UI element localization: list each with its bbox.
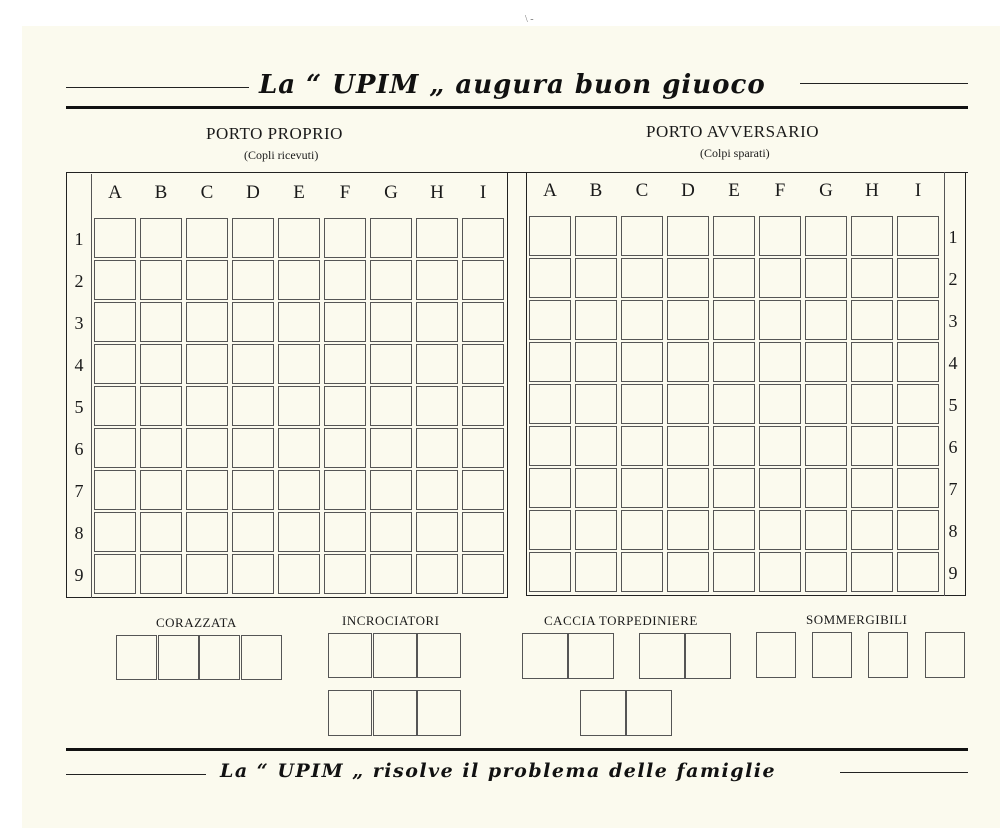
right-grid-cell-H5[interactable] — [851, 384, 893, 424]
right-grid-cell-E5[interactable] — [713, 384, 755, 424]
right-grid-cell-A6[interactable] — [529, 426, 571, 466]
left-grid-cell-I4[interactable] — [462, 344, 504, 384]
right-grid-cell-I7[interactable] — [897, 468, 939, 508]
left-grid-cell-A3[interactable] — [94, 302, 136, 342]
left-grid-cell-E7[interactable] — [278, 470, 320, 510]
left-grid-cell-A6[interactable] — [94, 428, 136, 468]
left-grid-cell-D6[interactable] — [232, 428, 274, 468]
left-grid-cell-E2[interactable] — [278, 260, 320, 300]
right-row-label-6: 6 — [948, 437, 958, 457]
left-col-header-G: G — [384, 182, 398, 203]
right-grid-cell-H1[interactable] — [851, 216, 893, 256]
left-grid-cell-B2[interactable] — [140, 260, 182, 300]
left-grid-cell-C8[interactable] — [186, 512, 228, 552]
left-grid-cell-E6[interactable] — [278, 428, 320, 468]
left-grid-cell-H3[interactable] — [416, 302, 458, 342]
right-grid-cell-F1[interactable] — [759, 216, 801, 256]
left-grid-cell-B7[interactable] — [140, 470, 182, 510]
left-grid-cell-G3[interactable] — [370, 302, 412, 342]
left-grid-cell-H9[interactable] — [416, 554, 458, 594]
right-grid-cell-D8[interactable] — [667, 510, 709, 550]
right-grid-cell-D6[interactable] — [667, 426, 709, 466]
left-board-title: PORTO PROPRIO — [206, 124, 343, 143]
right-grid-cell-F4[interactable] — [759, 342, 801, 382]
right-grid-cell-E2[interactable] — [713, 258, 755, 298]
right-grid-cell-G5[interactable] — [805, 384, 847, 424]
right-grid-cell-G8[interactable] — [805, 510, 847, 550]
left-grid-cell-A2[interactable] — [94, 260, 136, 300]
left-grid-cell-B8[interactable] — [140, 512, 182, 552]
incrociatore-a-slot-2[interactable] — [373, 633, 417, 678]
right-row-label-1: 1 — [948, 227, 958, 247]
left-grid-cell-I7[interactable] — [462, 470, 504, 510]
left-grid-cell-F6[interactable] — [324, 428, 366, 468]
right-grid-cell-I9[interactable] — [897, 552, 939, 592]
left-grid-cell-C7[interactable] — [186, 470, 228, 510]
header-double-rule — [66, 106, 968, 109]
left-grid-cell-B1[interactable] — [140, 218, 182, 258]
right-grid-cell-H9[interactable] — [851, 552, 893, 592]
right-grid-cell-F8[interactable] — [759, 510, 801, 550]
corazzata-slot-2[interactable] — [158, 635, 199, 680]
left-grid-cell-B3[interactable] — [140, 302, 182, 342]
right-grid-cell-E7[interactable] — [713, 468, 755, 508]
left-grid-cell-C9[interactable] — [186, 554, 228, 594]
right-grid-cell-A3[interactable] — [529, 300, 571, 340]
corazzata-slot-1[interactable] — [116, 635, 157, 680]
left-grid-cell-E9[interactable] — [278, 554, 320, 594]
left-grid-cell-D9[interactable] — [232, 554, 274, 594]
sommergibile-slot-3[interactable] — [868, 632, 908, 678]
right-grid-cell-B3[interactable] — [575, 300, 617, 340]
right-col-header-E: E — [728, 180, 740, 201]
right-grid-cell-C4[interactable] — [621, 342, 663, 382]
left-grid-cell-B6[interactable] — [140, 428, 182, 468]
right-grid-cell-F7[interactable] — [759, 468, 801, 508]
caccia-c-slot-2[interactable] — [626, 690, 672, 736]
right-grid-cell-B9[interactable] — [575, 552, 617, 592]
left-grid-cell-I2[interactable] — [462, 260, 504, 300]
left-grid-cell-G2[interactable] — [370, 260, 412, 300]
left-grid-cell-C6[interactable] — [186, 428, 228, 468]
incrociatore-a-slot-3[interactable] — [417, 633, 461, 678]
left-grid-cell-F9[interactable] — [324, 554, 366, 594]
right-grid-cell-B7[interactable] — [575, 468, 617, 508]
right-grid-cell-I3[interactable] — [897, 300, 939, 340]
incrociatore-a-slot-1[interactable] — [328, 633, 372, 678]
left-grid-cell-A8[interactable] — [94, 512, 136, 552]
left-row-label-9: 9 — [74, 565, 84, 585]
corazzata-label: CORAZZATA — [156, 615, 237, 630]
right-grid-cell-C8[interactable] — [621, 510, 663, 550]
left-grid-cell-G9[interactable] — [370, 554, 412, 594]
right-grid-cell-F5[interactable] — [759, 384, 801, 424]
right-grid-cell-D5[interactable] — [667, 384, 709, 424]
left-grid-cell-H7[interactable] — [416, 470, 458, 510]
right-grid-cell-G6[interactable] — [805, 426, 847, 466]
right-row-label-5: 5 — [948, 395, 958, 415]
header-rule-right — [800, 83, 968, 84]
caccia-b-slot-1[interactable] — [639, 633, 685, 679]
right-grid-cell-E4[interactable] — [713, 342, 755, 382]
left-grid-cell-C4[interactable] — [186, 344, 228, 384]
left-grid-cell-H8[interactable] — [416, 512, 458, 552]
right-grid-cell-D4[interactable] — [667, 342, 709, 382]
left-grid-cell-D8[interactable] — [232, 512, 274, 552]
right-board-subtitle: (Colpi sparati) — [700, 146, 770, 160]
right-grid-cell-I8[interactable] — [897, 510, 939, 550]
right-row-label-8: 8 — [948, 521, 958, 541]
right-grid-cell-C2[interactable] — [621, 258, 663, 298]
left-grid-cell-A7[interactable] — [94, 470, 136, 510]
footer-rule-left — [66, 774, 206, 775]
left-grid-cell-G4[interactable] — [370, 344, 412, 384]
right-col-header-H: H — [865, 180, 879, 201]
left-grid-cell-H1[interactable] — [416, 218, 458, 258]
caccia-b-slot-2[interactable] — [685, 633, 731, 679]
right-grid-cell-H7[interactable] — [851, 468, 893, 508]
right-grid-cell-C5[interactable] — [621, 384, 663, 424]
left-row-label-6: 6 — [74, 439, 84, 459]
right-row-label-7: 7 — [948, 479, 958, 499]
right-label-separator — [944, 172, 945, 596]
right-col-header-A: A — [543, 180, 557, 201]
right-grid-cell-D7[interactable] — [667, 468, 709, 508]
left-grid-cell-C2[interactable] — [186, 260, 228, 300]
right-grid-cell-H3[interactable] — [851, 300, 893, 340]
right-grid-cell-C6[interactable] — [621, 426, 663, 466]
left-grid-cell-B5[interactable] — [140, 386, 182, 426]
left-grid-cell-C3[interactable] — [186, 302, 228, 342]
right-grid-cell-E6[interactable] — [713, 426, 755, 466]
left-grid-cell-G1[interactable] — [370, 218, 412, 258]
right-grid-cell-I2[interactable] — [897, 258, 939, 298]
right-grid-cell-H4[interactable] — [851, 342, 893, 382]
right-col-header-I: I — [914, 180, 922, 201]
left-grid-cell-F5[interactable] — [324, 386, 366, 426]
right-grid-cell-E1[interactable] — [713, 216, 755, 256]
left-grid-cell-A9[interactable] — [94, 554, 136, 594]
incrociatori-label: INCROCIATORI — [342, 613, 440, 628]
left-label-separator — [91, 174, 92, 598]
sommergibile-slot-2[interactable] — [812, 632, 852, 678]
sommergibile-slot-4[interactable] — [925, 632, 965, 678]
right-grid-cell-A4[interactable] — [529, 342, 571, 382]
right-grid-cell-E8[interactable] — [713, 510, 755, 550]
left-grid-cell-D5[interactable] — [232, 386, 274, 426]
right-row-label-2: 2 — [948, 269, 958, 289]
left-col-header-H: H — [430, 182, 444, 203]
left-grid-cell-G5[interactable] — [370, 386, 412, 426]
left-row-label-4: 4 — [74, 355, 84, 375]
left-grid-cell-E1[interactable] — [278, 218, 320, 258]
right-grid-cell-B6[interactable] — [575, 426, 617, 466]
right-row-label-4: 4 — [948, 353, 958, 373]
right-row-label-9: 9 — [948, 563, 958, 583]
right-row-label-3: 3 — [948, 311, 958, 331]
left-grid-cell-I8[interactable] — [462, 512, 504, 552]
incrociatore-b-slot-3[interactable] — [417, 690, 461, 736]
footer-banner: La “ UPIM „ risolve il problema delle famiglie — [220, 760, 777, 782]
left-board-subtitle: (Copli ricevuti) — [244, 148, 319, 162]
left-grid-cell-I3[interactable] — [462, 302, 504, 342]
left-row-label-3: 3 — [74, 313, 84, 333]
right-grid-cell-G3[interactable] — [805, 300, 847, 340]
caccia-a-slot-2[interactable] — [568, 633, 614, 679]
right-grid-cell-E9[interactable] — [713, 552, 755, 592]
right-grid-cell-I6[interactable] — [897, 426, 939, 466]
incrociatore-b-slot-1[interactable] — [328, 690, 372, 736]
left-row-label-7: 7 — [74, 481, 84, 501]
left-grid-cell-B4[interactable] — [140, 344, 182, 384]
right-grid-cell-I5[interactable] — [897, 384, 939, 424]
right-grid-cell-B1[interactable] — [575, 216, 617, 256]
left-grid-cell-H2[interactable] — [416, 260, 458, 300]
left-grid-cell-A4[interactable] — [94, 344, 136, 384]
header-banner: La “ UPIM „ augura buon giuoco — [259, 70, 766, 100]
left-row-label-1: 1 — [74, 229, 84, 249]
right-grid-cell-B5[interactable] — [575, 384, 617, 424]
left-grid-cell-D7[interactable] — [232, 470, 274, 510]
right-grid-cell-G7[interactable] — [805, 468, 847, 508]
left-grid-cell-D1[interactable] — [232, 218, 274, 258]
right-grid-cell-B4[interactable] — [575, 342, 617, 382]
left-grid-cell-I6[interactable] — [462, 428, 504, 468]
incrociatore-b-slot-2[interactable] — [373, 690, 417, 736]
right-grid-cell-D3[interactable] — [667, 300, 709, 340]
left-grid-cell-D3[interactable] — [232, 302, 274, 342]
left-grid-cell-D2[interactable] — [232, 260, 274, 300]
left-grid-cell-I9[interactable] — [462, 554, 504, 594]
left-grid-cell-C1[interactable] — [186, 218, 228, 258]
left-grid-cell-H6[interactable] — [416, 428, 458, 468]
left-grid-cell-H5[interactable] — [416, 386, 458, 426]
corazzata-slot-3[interactable] — [199, 635, 240, 680]
right-grid-cell-A1[interactable] — [529, 216, 571, 256]
right-grid-cell-C1[interactable] — [621, 216, 663, 256]
right-grid-cell-B8[interactable] — [575, 510, 617, 550]
right-col-header-B: B — [589, 180, 603, 201]
left-col-header-A: A — [108, 182, 122, 203]
right-grid-cell-A5[interactable] — [529, 384, 571, 424]
right-grid-cell-G1[interactable] — [805, 216, 847, 256]
caccia-c-slot-1[interactable] — [580, 690, 626, 736]
left-grid-cell-G6[interactable] — [370, 428, 412, 468]
right-grid-cell-B2[interactable] — [575, 258, 617, 298]
right-grid-cell-F2[interactable] — [759, 258, 801, 298]
right-col-header-F: F — [774, 180, 786, 201]
left-grid-cell-D4[interactable] — [232, 344, 274, 384]
left-col-header-C: C — [200, 182, 214, 203]
sommergibile-slot-1[interactable] — [756, 632, 796, 678]
right-grid-cell-A8[interactable] — [529, 510, 571, 550]
right-grid-cell-D9[interactable] — [667, 552, 709, 592]
right-grid-cell-A2[interactable] — [529, 258, 571, 298]
left-col-header-E: E — [293, 182, 305, 203]
right-grid-cell-G4[interactable] — [805, 342, 847, 382]
left-grid-cell-F1[interactable] — [324, 218, 366, 258]
header-rule-left — [66, 87, 249, 88]
left-grid-cell-F3[interactable] — [324, 302, 366, 342]
left-grid-cell-E5[interactable] — [278, 386, 320, 426]
left-grid-cell-I5[interactable] — [462, 386, 504, 426]
left-grid-cell-H4[interactable] — [416, 344, 458, 384]
caccia-label: CACCIA TORPEDINIERE — [544, 613, 698, 628]
right-grid-cell-D2[interactable] — [667, 258, 709, 298]
right-grid-cell-F6[interactable] — [759, 426, 801, 466]
paper-speck: \ - — [525, 14, 534, 25]
right-grid-cell-G9[interactable] — [805, 552, 847, 592]
left-grid-cell-B9[interactable] — [140, 554, 182, 594]
left-grid-cell-E4[interactable] — [278, 344, 320, 384]
left-grid-cell-I1[interactable] — [462, 218, 504, 258]
right-col-header-C: C — [635, 180, 649, 201]
left-grid-cell-A5[interactable] — [94, 386, 136, 426]
right-grid-cell-C3[interactable] — [621, 300, 663, 340]
right-col-header-G: G — [819, 180, 833, 201]
left-grid-cell-G8[interactable] — [370, 512, 412, 552]
left-grid-cell-F4[interactable] — [324, 344, 366, 384]
caccia-a-slot-1[interactable] — [522, 633, 568, 679]
footer-double-rule — [66, 748, 968, 751]
left-grid-cell-A1[interactable] — [94, 218, 136, 258]
left-row-label-2: 2 — [74, 271, 84, 291]
right-grid-cell-F3[interactable] — [759, 300, 801, 340]
right-col-header-D: D — [681, 180, 695, 201]
right-grid-cell-G2[interactable] — [805, 258, 847, 298]
right-grid-cell-E3[interactable] — [713, 300, 755, 340]
left-row-label-8: 8 — [74, 523, 84, 543]
right-grid-cell-A9[interactable] — [529, 552, 571, 592]
left-grid-cell-E8[interactable] — [278, 512, 320, 552]
left-col-header-F: F — [339, 182, 351, 203]
left-grid-cell-C5[interactable] — [186, 386, 228, 426]
right-grid-cell-F9[interactable] — [759, 552, 801, 592]
right-grid-cell-C9[interactable] — [621, 552, 663, 592]
right-grid-cell-H8[interactable] — [851, 510, 893, 550]
right-grid-cell-C7[interactable] — [621, 468, 663, 508]
right-grid-cell-I1[interactable] — [897, 216, 939, 256]
right-grid-cell-H6[interactable] — [851, 426, 893, 466]
left-col-header-D: D — [246, 182, 260, 203]
right-grid-cell-I4[interactable] — [897, 342, 939, 382]
right-grid-cell-D1[interactable] — [667, 216, 709, 256]
left-col-header-I: I — [479, 182, 487, 203]
left-row-label-5: 5 — [74, 397, 84, 417]
left-grid-cell-G7[interactable] — [370, 470, 412, 510]
right-board-title: PORTO AVVERSARIO — [646, 122, 820, 141]
sommergibili-label: SOMMERGIBILI — [806, 612, 908, 627]
left-col-header-B: B — [154, 182, 168, 203]
left-grid-cell-F7[interactable] — [324, 470, 366, 510]
left-grid-cell-F8[interactable] — [324, 512, 366, 552]
right-grid-cell-H2[interactable] — [851, 258, 893, 298]
corazzata-slot-4[interactable] — [241, 635, 282, 680]
left-grid-cell-E3[interactable] — [278, 302, 320, 342]
right-grid-cell-A7[interactable] — [529, 468, 571, 508]
footer-rule-right — [840, 772, 968, 773]
left-grid-cell-F2[interactable] — [324, 260, 366, 300]
